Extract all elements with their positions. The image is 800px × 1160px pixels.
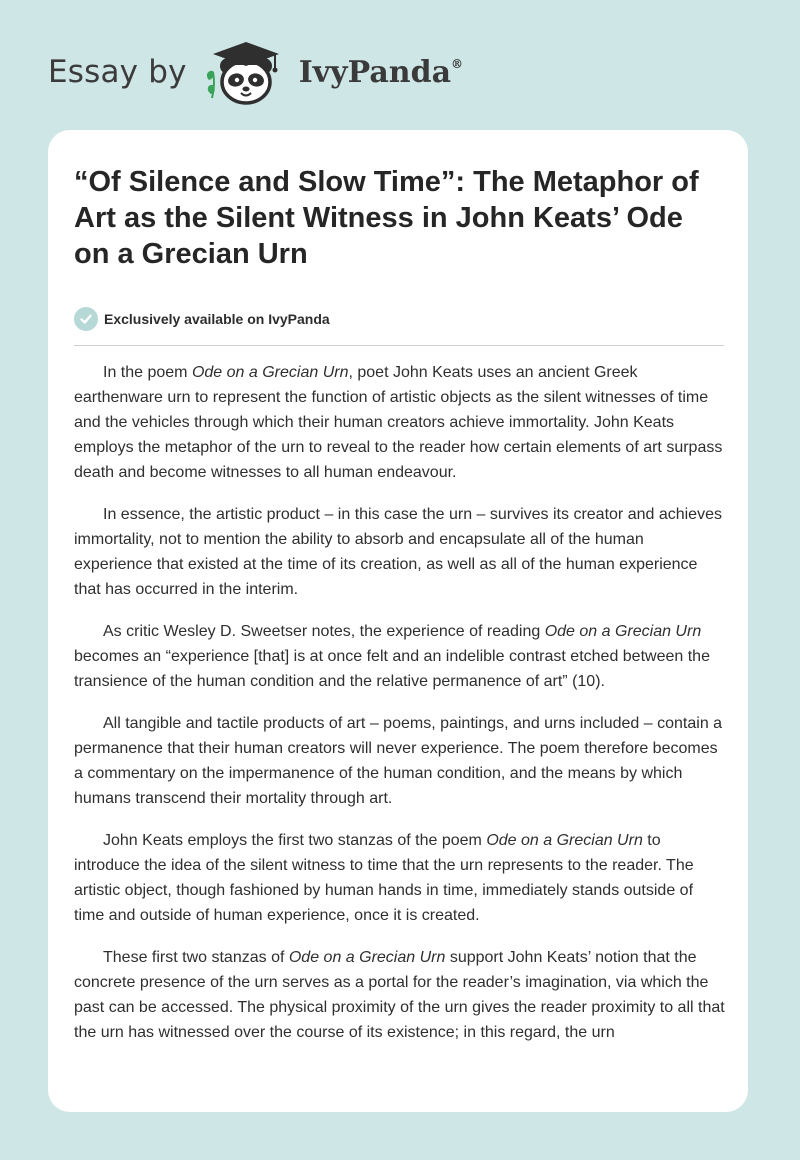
paragraph-text: All tangible and tactile products of art – poems, paintings, and urns included – contain a permanence that their human creators will never experience. The poem therefore becomes a commentary on the impermanence of the human condition, and the means by which humans transcend their mortality through art.	[74, 715, 723, 807]
brand-name[interactable]	[299, 55, 463, 90]
paragraph-text: In essence, the artistic product – in this case the urn – survives its creator and achieves immortality, not to mention the ability to absorb and encapsulate all of the human experience that existed at the time of its creation, as well as all of the human experience that has occurred in the interim.	[74, 506, 722, 598]
essay-paragraph	[74, 502, 725, 602]
paragraph-text: These first two stanzas of	[103, 949, 289, 966]
paragraph-text: becomes an “experience [that] is at once felt and an indelible contrast etched between the transience of the human condition and the relative permanence of art” (10).	[74, 648, 710, 690]
essay-card	[48, 130, 748, 1112]
essay-by-label: Essay by	[48, 54, 187, 90]
paragraph-text: to introduce the idea of the silent witness to time that the urn represents to the reader. The artistic object, though fashioned by human hands in time, immediately stands outside of time and outside of human experience, once it is created.	[74, 832, 694, 924]
poem-title-text: Ode on a Grecian Urn	[486, 832, 643, 849]
essay-paragraph	[74, 360, 725, 485]
paragraph-text: , poet John Keats uses an ancient Greek earthenware urn to represent the function of artistic objects as the silent witnesses of time and the vehicles through which their human creators achieve immortality. John Keats employs the metaphor of the urn to reveal to the reader how certain elements of art surpass death and become witnesses to all human endeavour.	[74, 364, 723, 481]
essay-title: “Of Silence and Slow Time”: The Metaphor of Art as the Silent Witness in John Keats’ Ode on a Grecian Urn	[74, 166, 699, 270]
panda-logo-icon[interactable]	[201, 36, 293, 108]
brand-name-text: IvyPanda	[298, 54, 452, 90]
check-circle-icon	[74, 307, 98, 331]
paragraph-text: support John Keats’ notion that the concrete presence of the urn serves as a portal for the reader’s imagination, via which the past can be accessed. The physical proximity of the urn gives the reader proximity to all that the urn has witnessed over the course of its existence; in this regard, the urn	[74, 949, 725, 1041]
paragraph-text: As critic Wesley D. Sweetser notes, the experience of reading	[103, 623, 545, 640]
essay-body	[74, 360, 725, 1062]
essay-paragraph	[74, 711, 725, 811]
registered-mark: ®	[451, 56, 464, 71]
site-header	[48, 36, 463, 108]
essay-paragraph	[74, 945, 725, 1045]
essay-paragraph	[74, 828, 725, 928]
paragraph-text: In the poem	[103, 364, 192, 381]
exclusive-badge	[74, 307, 330, 331]
divider	[74, 345, 724, 346]
essay-paragraph	[74, 619, 725, 694]
paragraph-text: John Keats employs the first two stanzas of the poem	[103, 832, 487, 849]
exclusive-label: Exclusively available on IvyPanda	[104, 311, 330, 327]
poem-title-text: Ode on a Grecian Urn	[288, 949, 446, 966]
poem-title-text: Ode on a Grecian Urn	[544, 623, 702, 640]
poem-title-text: Ode on a Grecian Urn	[191, 364, 349, 381]
